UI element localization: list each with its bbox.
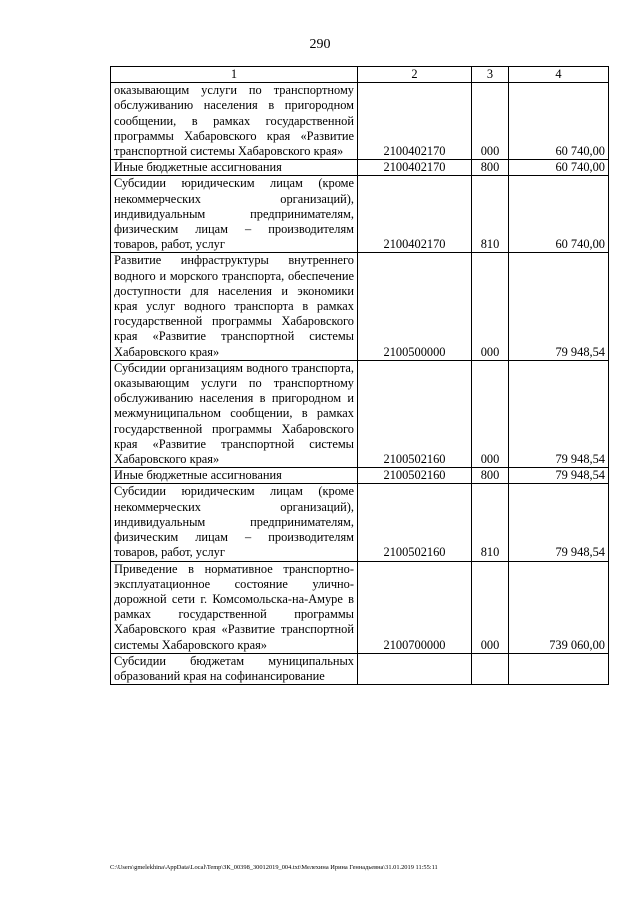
header-cell-4: 4 [509,67,609,83]
row-type: 810 [472,484,509,561]
row-code: 2100500000 [358,253,472,360]
table-row [111,360,609,467]
row-amount [509,653,609,684]
table-row [111,176,609,253]
row-code: 2100402170 [358,83,472,160]
row-amount: 60 740,00 [509,83,609,160]
row-type: 800 [472,160,509,176]
row-name: оказывающим услуги по транспортному обслуживанию населения в пригородном сообщении, в рамках государственной программы Хабаровского края «Развитие транспортной системы Хабаровского края» [111,83,358,160]
row-amount: 79 948,54 [509,360,609,467]
page-number: 290 [309,37,331,52]
row-amount: 60 740,00 [509,160,609,176]
table-row [111,561,609,653]
row-name: Субсидии организациям водного транспорта, оказывающим услуги по транспортному обслуживанию населения в пригородном и межмуниципальном сообщении, в рамках государственной программы Хабаровского края «Развитие транспортной системы Хабаровского края» [111,360,358,467]
row-code: 2100402170 [358,160,472,176]
row-code: 2100402170 [358,176,472,253]
table-header-row [111,67,609,83]
table-row [111,83,609,160]
file-path-footer: C:\Users\gmelekhina\AppData\Local\Temp\ЗК_00398_30012019_004.txt\Мелехина Ирина Геннадьевна\31.01.2019 11:55:11 [110,864,438,871]
row-amount: 79 948,54 [509,253,609,360]
table-row [111,253,609,360]
table-row [111,484,609,561]
row-name: Иные бюджетные ассигнования [111,468,358,484]
row-amount: 739 060,00 [509,561,609,653]
row-code: 2100502160 [358,484,472,561]
row-code: 2100502160 [358,360,472,467]
row-code: 2100700000 [358,561,472,653]
row-code [358,653,472,684]
row-type: 000 [472,253,509,360]
row-name: Субсидии юридическим лицам (кроме некоммерческих организаций), индивидуальным предпринимателям, физическим лицам – производителям товаров, работ, услуг [111,176,358,253]
row-name: Развитие инфраструктуры внутреннего водного и морского транспорта, обеспечение доступности для населения и экономики края услуг водного транспорта в рамках государственной программы Хабаровского края «Развитие транспортной системы Хабаровского края» [111,253,358,360]
table-row [111,160,609,176]
row-amount: 79 948,54 [509,468,609,484]
row-type [472,653,509,684]
table-row [111,653,609,684]
row-name: Приведение в нормативное транспортно-эксплуатационное состояние улично-дорожной сети г. Комсомольска-на-Амуре в рамках государственной программы Хабаровского края «Развитие транспортной системы Хабаровского края» [111,561,358,653]
row-amount: 60 740,00 [509,176,609,253]
header-cell-3: 3 [472,67,509,83]
row-type: 000 [472,561,509,653]
row-type: 800 [472,468,509,484]
row-type: 000 [472,360,509,467]
row-code: 2100502160 [358,468,472,484]
row-name: Субсидии юридическим лицам (кроме некоммерческих организаций), индивидуальным предпринимателям, физическим лицам – производителям товаров, работ, услуг [111,484,358,561]
header-cell-1: 1 [111,67,358,83]
budget-table [110,66,609,685]
row-name: Иные бюджетные ассигнования [111,160,358,176]
row-name: Субсидии бюджетам муниципальных образований края на софинансирование [111,653,358,684]
row-amount: 79 948,54 [509,484,609,561]
table-row [111,468,609,484]
row-type: 810 [472,176,509,253]
header-cell-2: 2 [358,67,472,83]
row-type: 000 [472,83,509,160]
